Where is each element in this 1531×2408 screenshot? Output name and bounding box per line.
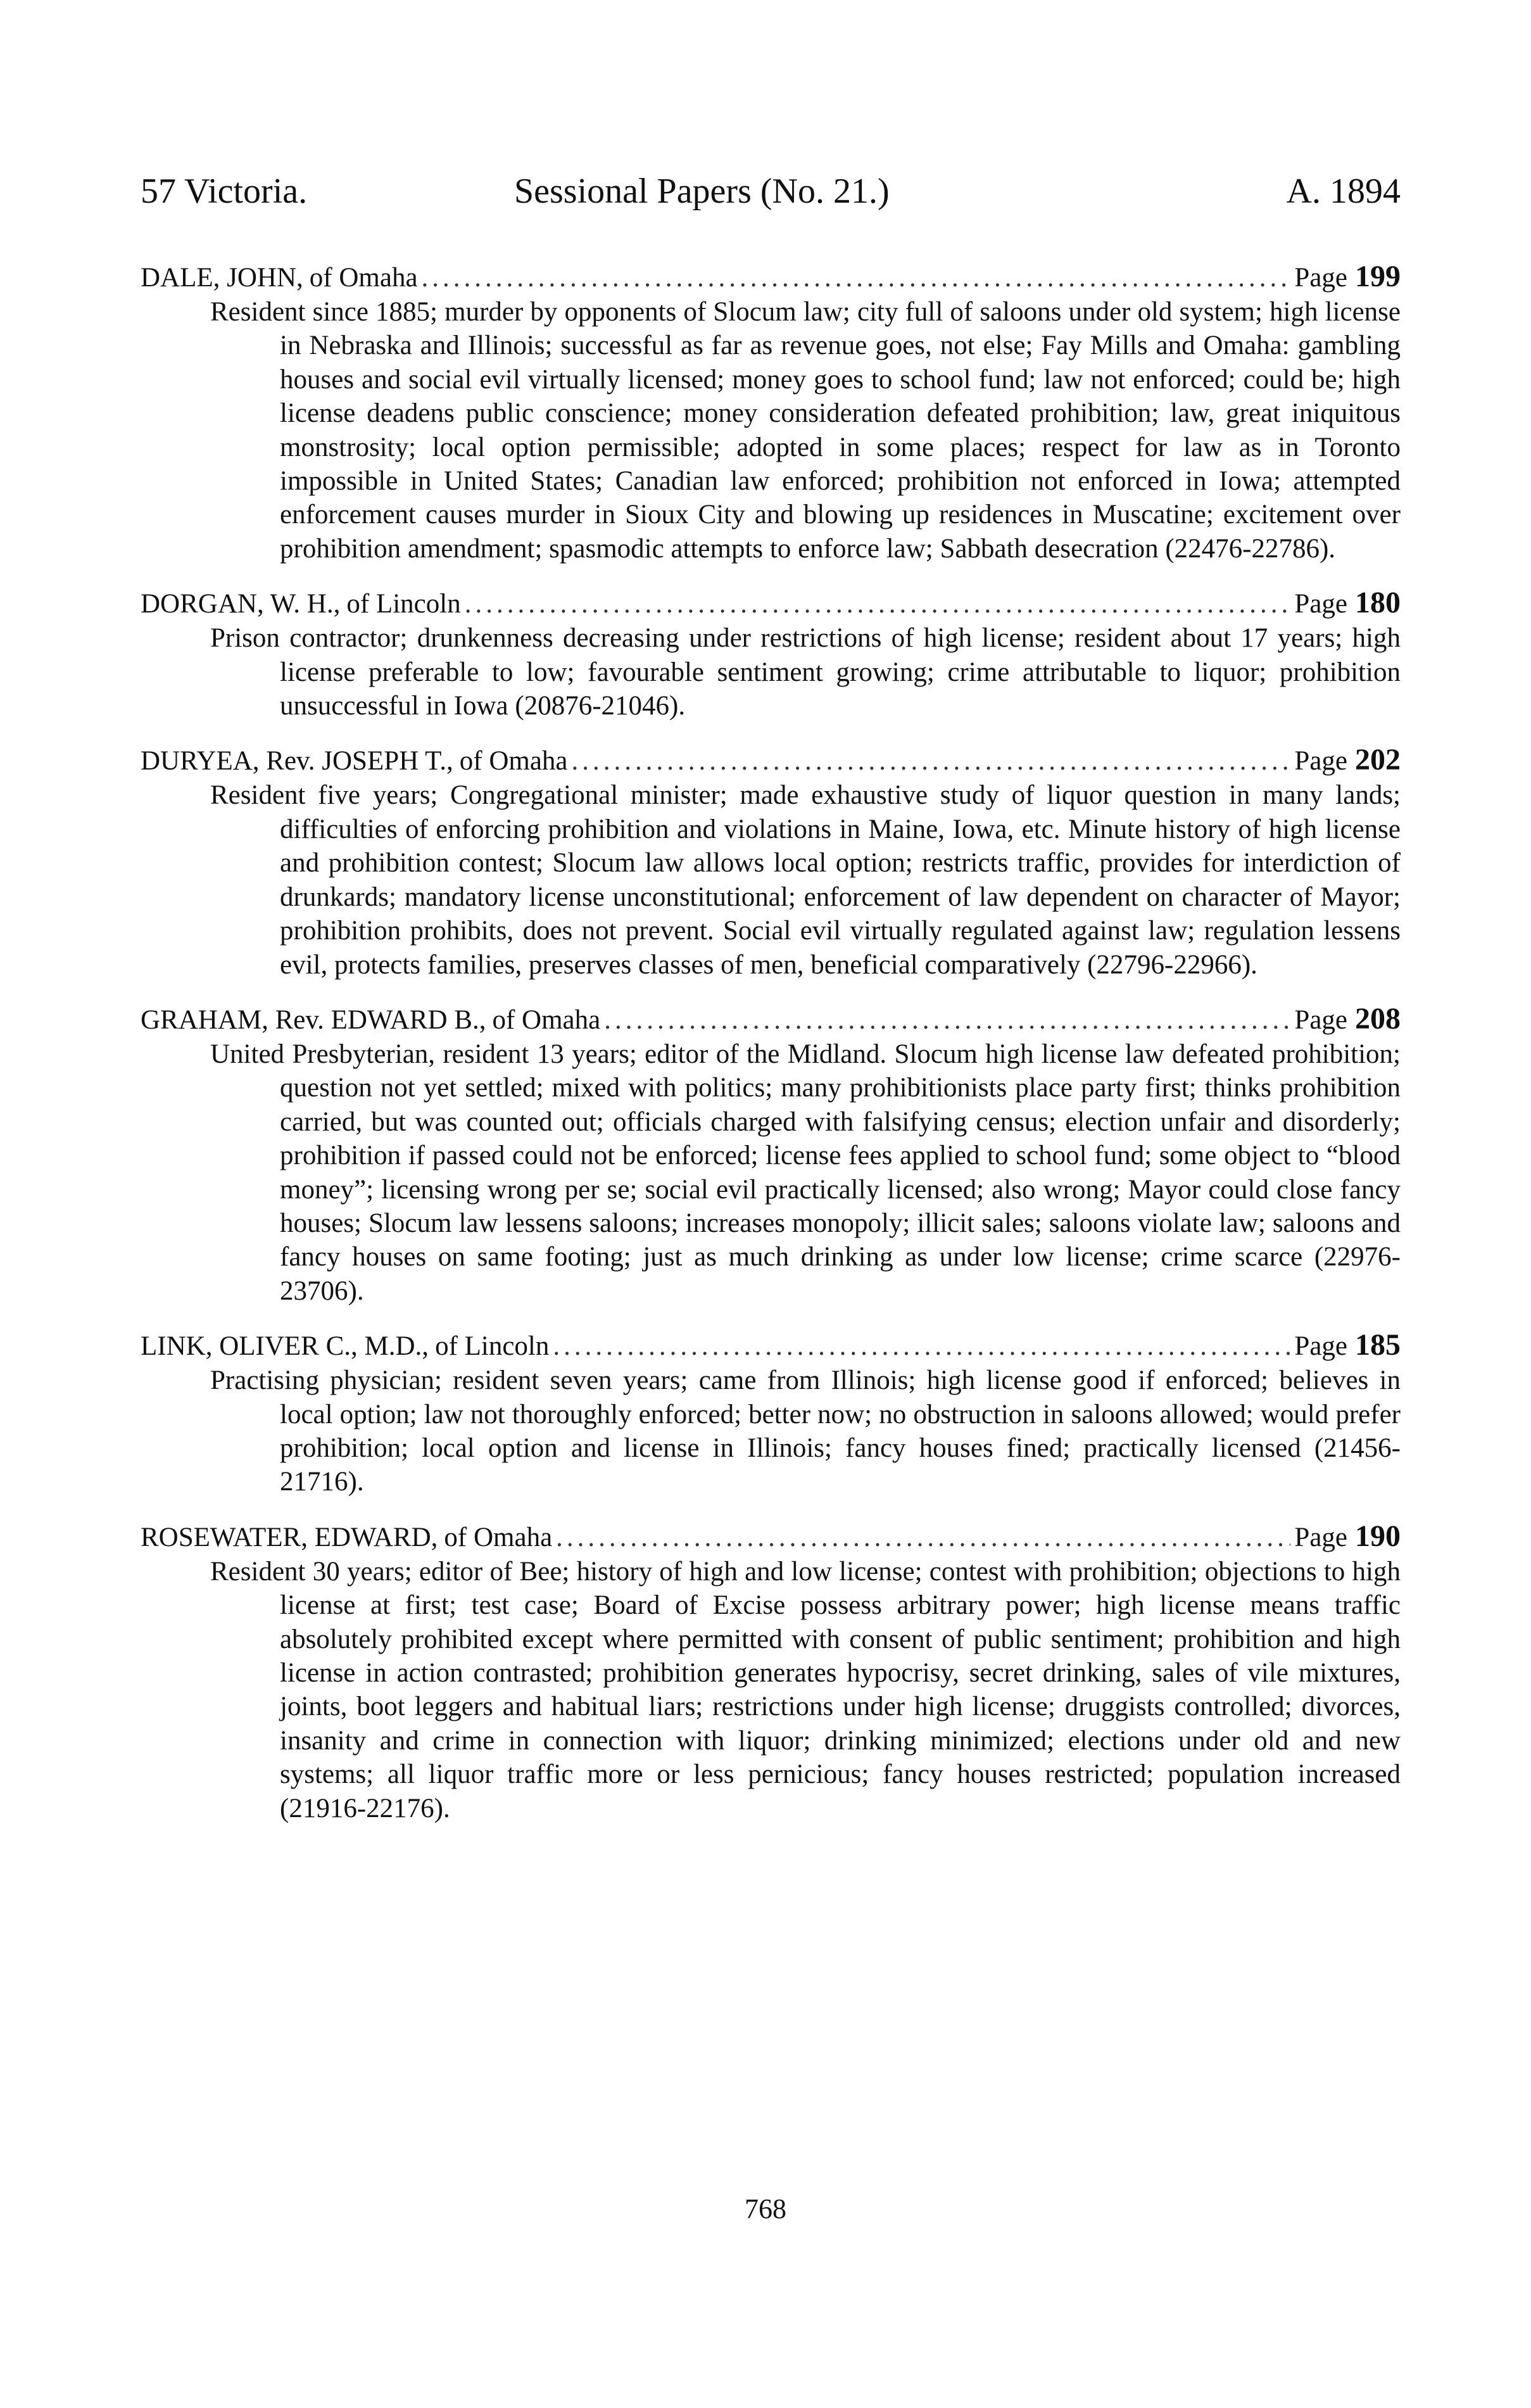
page-number: 180 <box>1355 586 1401 620</box>
page-number: 208 <box>1355 1001 1401 1036</box>
entry-heading <box>141 1002 1401 1037</box>
summary-text: Resident 30 years; editor of Bee; history of high and low license; contest with prohibition; objections to high license at first; test case; Board of Excise possess arbitrary power; high license means traffic absolutely prohibited except where permitted with consent of public sentiment; prohibition and high license in action contrasted; prohibition generates hypocrisy, secret drinking, sales of vile mixtures, joints, boot leggers and habitual liars; restrictions under high license; druggists controlled; divorces, insanity and crime in connection with liquor; drinking minimized; elections under old and new systems; all liquor traffic more or less pernicious; fancy houses restricted; population increased (21916-22176). <box>210 1556 1401 1823</box>
dot-leader <box>572 744 1291 778</box>
page-reference <box>1294 260 1401 295</box>
page-number: 202 <box>1355 743 1401 777</box>
witness-location: of Omaha <box>444 1522 553 1552</box>
entry-heading <box>141 1519 1401 1555</box>
entry-summary <box>210 778 1401 981</box>
dot-leader <box>422 261 1291 295</box>
summary-text: Resident since 1885; murder by opponents of Slocum law; city full of saloons under old system; high license in Nebraska and Illinois; successful as far as revenue goes, not else; Fay Mills and Omaha: gambling houses and social evil virtually licensed; money goes to school fund; law not enforced; could be; high license deadens public conscience; money consideration defeated prohibition; law, great iniquitous monstrosity; local option permissible; adopted in some places; respect for law as in Toronto impossible in United States; Canadian law enforced; prohibition not enforced in Iowa; attempted enforcement causes murder in Sioux City and blowing up residences in Muscatine; excitement over prohibition amendment; spasmodic attempts to enforce law; Sabbath desecration (22476-22786). <box>210 297 1401 564</box>
page-label: Page <box>1294 263 1347 293</box>
entry-heading <box>141 743 1401 778</box>
page-folio-number: 768 <box>745 2193 786 2224</box>
index-entry <box>141 1002 1401 1308</box>
witness-name: DURYEA, Rev. JOSEPH T., <box>141 746 453 776</box>
page-reference <box>1294 743 1401 778</box>
page-number: 190 <box>1355 1519 1401 1553</box>
index-entry <box>141 586 1401 723</box>
page-label: Page <box>1294 1004 1347 1035</box>
page-reference <box>1294 1519 1401 1555</box>
page-label: Page <box>1294 1331 1347 1362</box>
dot-leader <box>556 1521 1290 1555</box>
page-reference <box>1294 1002 1401 1037</box>
document-page <box>141 171 1401 1846</box>
witness-name: DALE, JOHN, <box>141 263 303 293</box>
entry-summary <box>210 1037 1401 1308</box>
index-entry <box>141 1328 1401 1499</box>
page-label: Page <box>1294 746 1347 776</box>
entry-heading <box>141 260 1401 295</box>
witness-name: GRAHAM, Rev. EDWARD B., <box>141 1004 486 1035</box>
running-header <box>141 171 1401 234</box>
witness-location: of Omaha <box>309 263 418 293</box>
dot-leader <box>465 587 1291 621</box>
page-label: Page <box>1294 1522 1347 1552</box>
entry-summary <box>210 1555 1401 1825</box>
witness-location: of Lincoln <box>435 1331 550 1362</box>
entry-summary <box>210 1364 1401 1499</box>
dot-leader <box>604 1003 1290 1037</box>
index-entry <box>141 743 1401 981</box>
page-reference <box>1294 586 1401 621</box>
header-year: A. 1894 <box>1286 172 1401 211</box>
witness-name: LINK, OLIVER C., M.D., <box>141 1331 429 1362</box>
summary-text: United Presbyterian, resident 13 years; editor of the Midland. Slocum high license law defeated prohibition; question not yet settled; mixed with politics; many prohibitionists place party first; thinks prohibition carried, but was counted out; officials charged with falsifying census; election unfair and disorderly; prohibition if passed could not be enforced; license fees applied to school fund; some object to “blood money”; licensing wrong per se; social evil practically licensed; also wrong; Mayor could close fancy houses; Slocum law lessens saloons; increases monopoly; illicit sales; saloons violate law; saloons and fancy houses on same footing; just as much drinking as under low license; crime scarce (22976-23706). <box>210 1039 1401 1306</box>
page-label: Page <box>1294 589 1347 619</box>
page-number: 199 <box>1355 260 1401 293</box>
witness-name: ROSEWATER, EDWARD, <box>141 1522 438 1552</box>
entry-heading <box>141 1328 1401 1364</box>
witness-name: DORGAN, W. H., <box>141 589 341 619</box>
witness-location: of Omaha <box>459 746 568 776</box>
witness-location: of Lincoln <box>346 589 461 619</box>
index-entry <box>141 260 1401 566</box>
summary-text: Prison contractor; drunkenness decreasing under restrictions of high license; resident about 17 years; high license preferable to low; favourable sentiment growing; crime attributable to liquor; prohibition unsuccessful in Iowa (20876-21046). <box>210 623 1401 721</box>
header-title: Sessional Papers (No. 21.) <box>514 172 890 211</box>
summary-text: Practising physician; resident seven years; came from Illinois; high license good if enforced; believes in local option; law not thoroughly enforced; better now; no obstruction in saloons allowed; would prefer prohibition; local option and license in Illinois; fancy houses fined; practically licensed (21456-21716). <box>210 1366 1401 1497</box>
header-regnal-year: 57 Victoria. <box>141 172 308 211</box>
page-number: 185 <box>1355 1328 1401 1362</box>
witness-location: of Omaha <box>492 1004 601 1035</box>
dot-leader <box>553 1329 1290 1364</box>
index-entry <box>141 1519 1401 1825</box>
page-reference <box>1294 1328 1401 1364</box>
entry-heading <box>141 586 1401 621</box>
entry-summary <box>210 621 1401 723</box>
entry-summary <box>210 295 1401 566</box>
summary-text: Resident five years; Congregational minister; made exhaustive study of liquor question in many lands; difficulties of enforcing prohibition and violations in Maine, Iowa, etc. Minute history of high license and prohibition contest; Slocum law allows local option; restricts traffic, provides for interdiction of drunkards; mandatory license unconstitutional; enforcement of law dependent on character of Mayor; prohibition prohibits, does not prevent. Social evil virtually regulated against law; regulation lessens evil, protects families, preserves classes of men, beneficial comparatively (22796-22966). <box>210 780 1401 980</box>
